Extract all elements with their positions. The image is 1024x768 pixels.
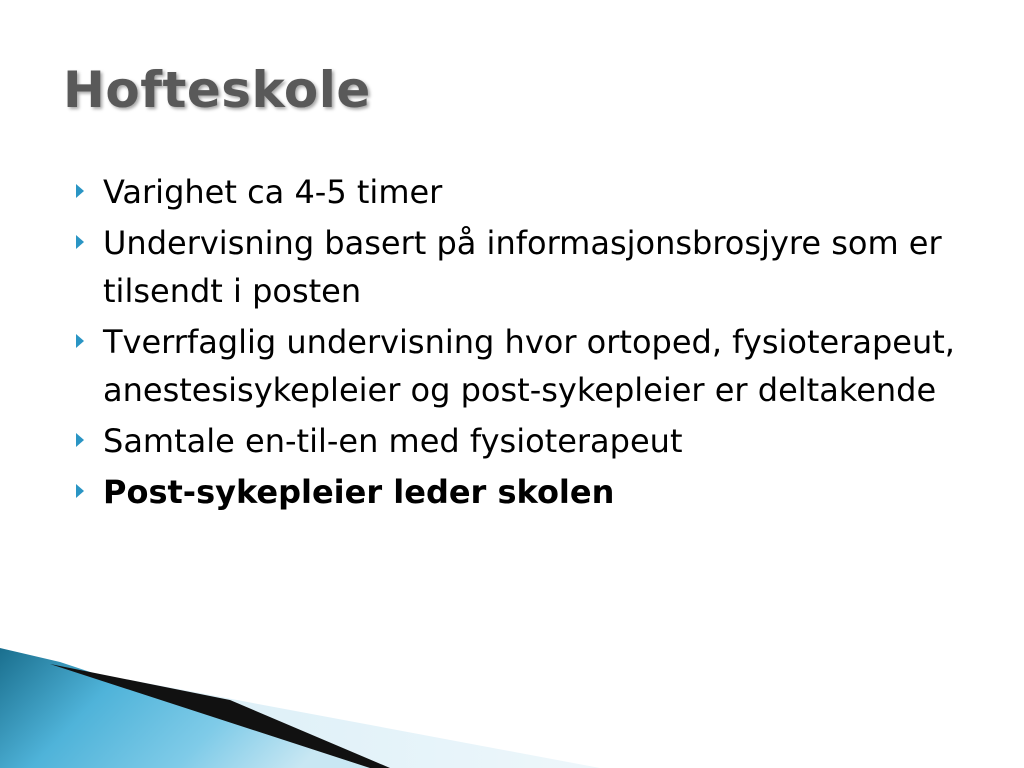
slide-title: Hofteskole [63, 61, 371, 119]
bullet-text: Tverrfaglig undervisning hvor ortoped, fysioterapeut, anestesisykepleier og post-sykepleier er deltakende [103, 323, 955, 409]
bullet-text: Post-sykepleier leder skolen [103, 473, 615, 511]
bullet-text: Samtale en-til-en med fysioterapeut [103, 422, 683, 460]
bullet-text: Undervisning basert på informasjonsbrosjyre som er tilsendt i posten [103, 224, 942, 310]
bullet-text: Varighet ca 4-5 timer [103, 173, 443, 211]
